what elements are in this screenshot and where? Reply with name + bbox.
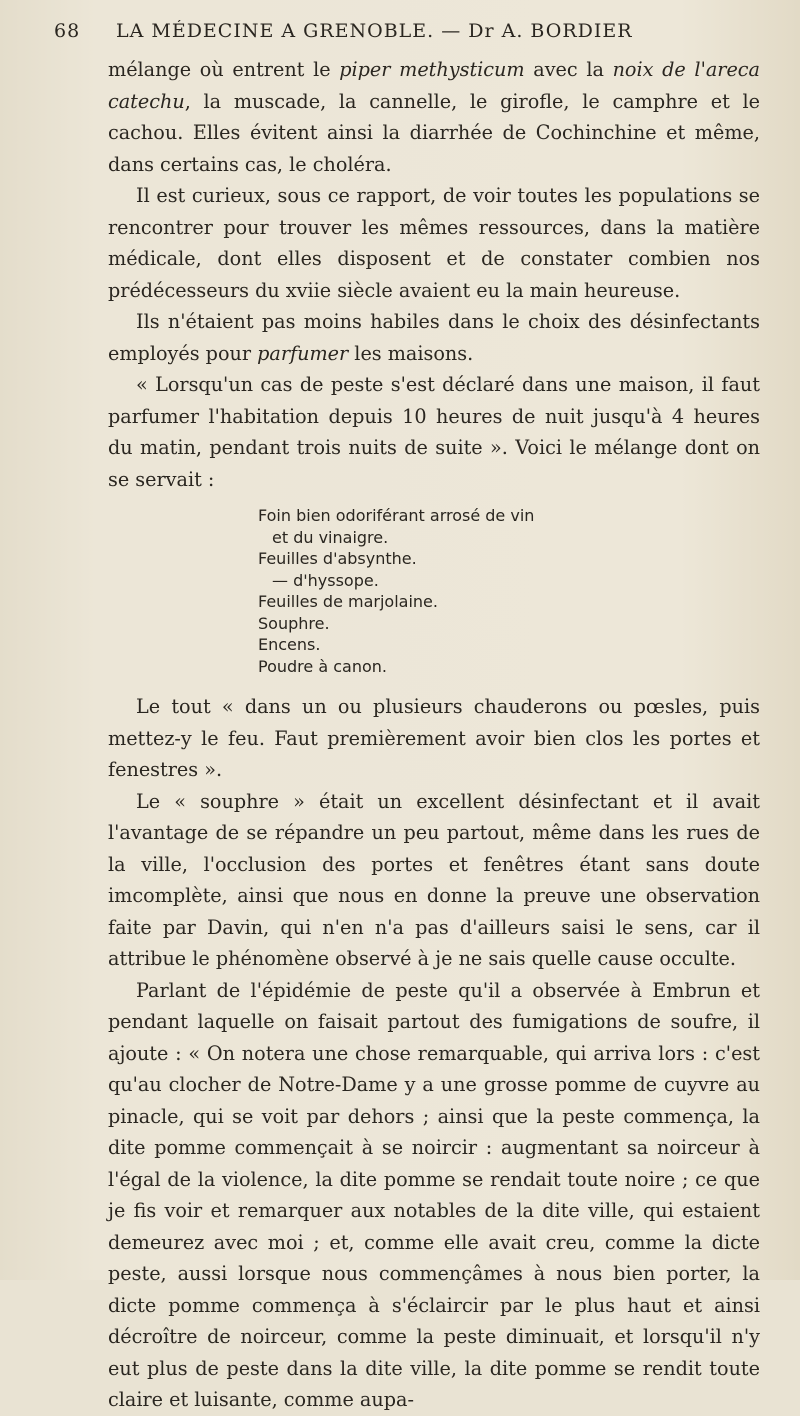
text-run: « Lorsqu'un cas de peste s'est déclaré dans une maison, il faut parfumer l'habitation depuis 10 heures de nuit jusqu'à 4 heures du matin, pendant trois nuits de suite ». Voici le mélange dont on se servait : bbox=[108, 373, 760, 491]
italic-text: parfumer bbox=[257, 341, 349, 365]
text-run: mélange où entrent le bbox=[108, 58, 340, 81]
recipe-line: Poudre à canon. bbox=[258, 656, 387, 676]
text-run: , la muscade, la cannelle, le girofle, le camphre et le cachou. Elles évitent ainsi la diarrhée de Cochinchine et même, dans certains cas, le choléra. bbox=[108, 89, 760, 176]
paragraph bbox=[108, 306, 760, 369]
recipe-line: Encens. bbox=[258, 635, 321, 654]
text-run: Ils n'étaient pas moins habiles dans le choix des désinfectants employés pour bbox=[108, 310, 760, 365]
recipe-line: et du vinaigre. bbox=[272, 527, 389, 547]
fumigation-recipe bbox=[258, 505, 760, 677]
page-number: 68 bbox=[54, 20, 81, 42]
running-title: LA MÉDECINE A GRENOBLE. — Dr A. BORDIER bbox=[116, 20, 633, 42]
recipe-line: Feuilles d'absynthe. bbox=[258, 549, 417, 568]
running-head bbox=[54, 20, 760, 50]
paragraph bbox=[108, 975, 760, 1416]
text-run: Parlant de l'épidémie de peste qu'il a observée à Embrun et pendant laquelle on faisait partout des fumigations de soufre, il ajoute : « On notera une chose remarquable, qui arriva lors : c'est qu'au clocher de Notre-Dame y a une grosse pomme de cuyvre au pinacle, qui se voit par dehors ; ainsi que la peste commença, la dite pomme commençait à se noircir : augmentant sa noirceur à l'égal de la violence, la dite pomme se rendait toute noire ; ce que je fis voir et remarquer aux notables de la dite ville, qui estaient demeurez avec moi ; et, comme elle avait creu, comme la dicte peste, aussi lorsque nous commençâmes à nous bien porter, la dicte pomme commença à s'éclaircir par le plus haut et ainsi décroître de noirceur, comme la peste diminuait, et lorsqu'il n'y eut plus de peste dans la dite ville, la dite pomme se rendit toute claire et luisante, comme aupa- bbox=[108, 978, 760, 1411]
paragraphs-before bbox=[108, 54, 760, 495]
italic-text: piper methysticum bbox=[339, 58, 525, 81]
paragraph bbox=[108, 180, 760, 306]
text-run: Il est curieux, sous ce rapport, de voir toutes les populations se rencontrer pour trouver les mêmes ressources, dans la matière médicale, dont elles disposent et de constater combien nos prédécesseurs du xviie siècle avaient eu la main heureuse. bbox=[108, 184, 760, 302]
paragraph bbox=[108, 786, 760, 975]
recipe-line: Foin bien odoriférant arrosé de vin bbox=[258, 506, 535, 525]
italic-text: noix de l'areca catechu bbox=[108, 58, 760, 113]
recipe-line: Feuilles de marjolaine. bbox=[258, 592, 438, 611]
paragraph bbox=[108, 691, 760, 786]
paragraph bbox=[108, 54, 760, 180]
body-text bbox=[108, 54, 760, 1416]
recipe-line: Souphre. bbox=[258, 613, 330, 633]
paragraph bbox=[108, 369, 760, 495]
text-run: avec la bbox=[524, 58, 613, 81]
paragraphs-after bbox=[108, 691, 760, 1416]
text-run: Le « souphre » était un excellent désinfectant et il avait l'avantage de se répandre un peu partout, même dans les rues de la ville, l'occlusion des portes et fenêtres étant sans doute imcomplète, ainsi que nous en donne la preuve une observation faite par Davin, qui n'en n'a pas d'ailleurs saisi le sens, car il attribue le phénomène observé à je ne sais quelle cause occulte. bbox=[108, 789, 760, 970]
text-run: Le tout « dans un ou plusieurs chauderons ou pœsles, puis mettez-y le feu. Faut premièrement avoir bien clos les portes et fenestres ». bbox=[108, 695, 760, 781]
recipe-line: — d'hyssope. bbox=[272, 570, 379, 590]
text-run: les maisons. bbox=[348, 341, 474, 365]
